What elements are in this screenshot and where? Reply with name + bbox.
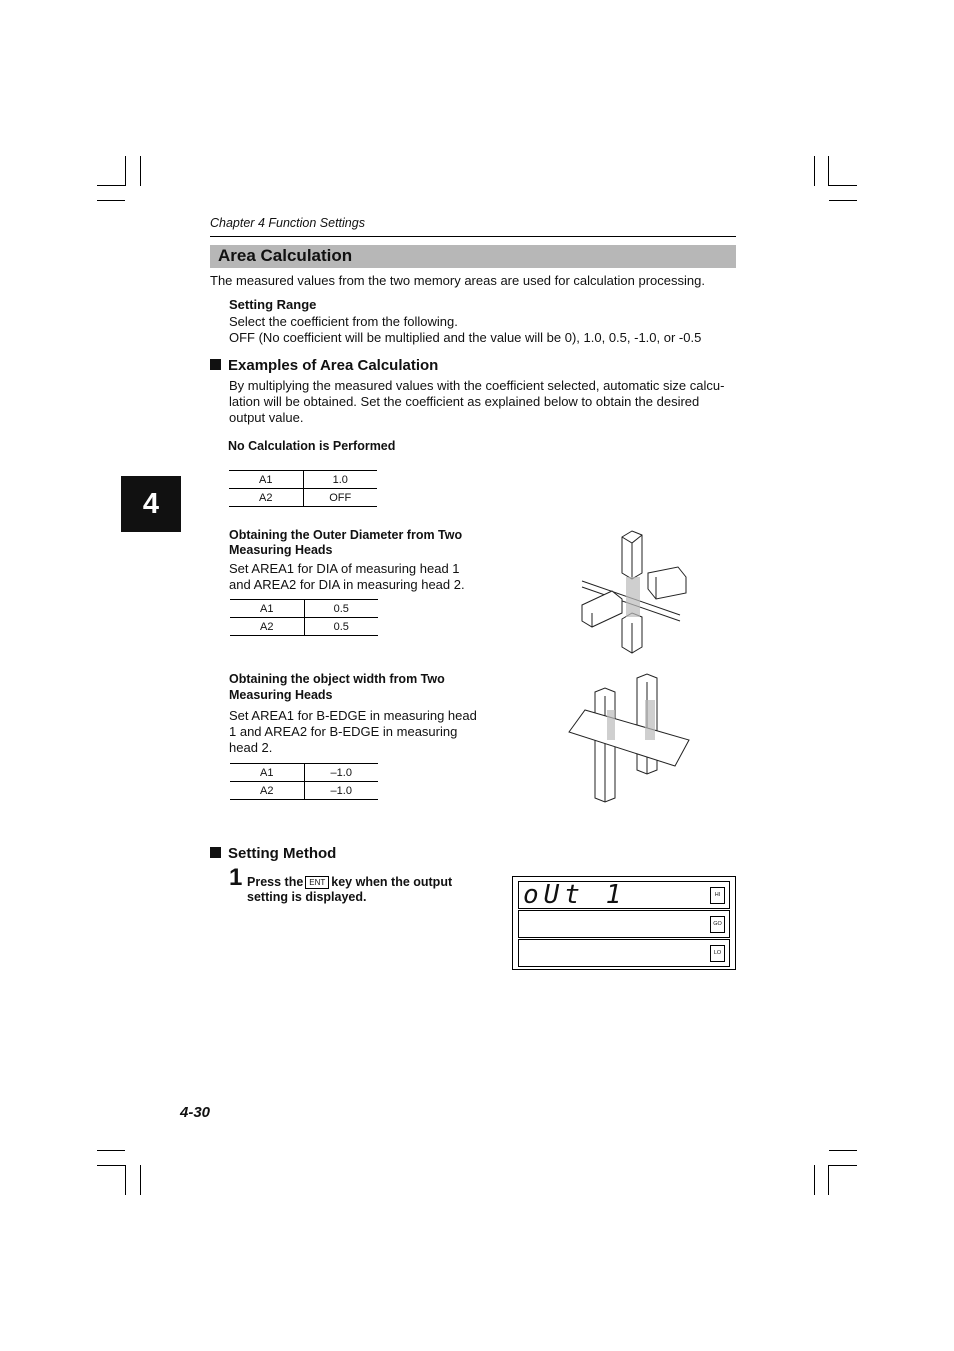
crop-mark (829, 200, 857, 201)
table-row: A2 –1.0 (230, 782, 378, 800)
table-row: A1 0.5 (230, 600, 378, 618)
object-width-heading: Obtaining the object width from Two Measuring Heads (229, 672, 445, 702)
lo-lamp: LO (710, 945, 725, 962)
outer-diameter-illustration (570, 525, 695, 660)
setting-method-heading: Setting Method (210, 845, 336, 862)
table-row: A1 1.0 (229, 471, 377, 489)
header-rule (210, 236, 736, 237)
ent-key-icon: ENT (305, 876, 329, 889)
square-bullet-icon (210, 359, 221, 370)
setting-range-line: Select the coefficient from the following. (229, 314, 458, 329)
outer-diameter-desc: Set AREA1 for DIA of measuring head 1 and AREA2 for DIA in measuring head 2. (229, 561, 465, 592)
crop-mark (97, 185, 125, 186)
outer-diameter-heading: Obtaining the Outer Diameter from Two Measuring Heads (229, 528, 463, 557)
crop-mark (828, 156, 829, 186)
chapter-header: Chapter 4 Function Settings (210, 216, 365, 230)
square-bullet-icon (210, 847, 221, 858)
no-calc-heading: No Calculation is Performed (228, 439, 396, 453)
examples-heading: Examples of Area Calculation (210, 357, 438, 374)
display-panel (512, 876, 736, 970)
crop-mark (814, 156, 815, 186)
setting-range-options: OFF (No coefficient will be multiplied and the value will be 0), 1.0, 0.5, -1.0, or -0.5 (229, 330, 702, 345)
crop-mark (140, 156, 141, 186)
examples-para-1: By multiplying the measured values with the coefficient selected, automatic size calcu- (229, 378, 725, 393)
setting-range-heading: Setting Range (229, 297, 317, 312)
object-width-table (230, 763, 378, 800)
crop-mark (814, 1165, 815, 1195)
no-calc-table (229, 470, 377, 507)
object-width-illustration (565, 670, 695, 805)
crop-mark (125, 156, 126, 186)
step-text: Press the ENT key when the output setting is displayed. (247, 875, 453, 904)
crop-mark (125, 1165, 126, 1195)
crop-mark (140, 1165, 141, 1195)
outer-diameter-table (230, 599, 378, 636)
table-row: A2 OFF (229, 489, 377, 507)
section-title-bar (210, 245, 736, 268)
examples-para-2: lation will be obtained. Set the coefficient as explained below to obtain the desired (229, 394, 700, 409)
chapter-tab: 4 (121, 476, 181, 532)
crop-mark (828, 1165, 829, 1195)
display-readout: oUt 1 (523, 880, 627, 910)
hi-lamp: HI (710, 887, 725, 904)
display-row-lo (518, 939, 730, 967)
section-title: Area Calculation (218, 246, 353, 265)
table-row: A2 0.5 (230, 618, 378, 636)
intro-text: The measured values from the two memory areas are used for calculation processing. (210, 273, 705, 288)
step-number: 1 (229, 864, 243, 891)
crop-mark (829, 1150, 857, 1151)
crop-mark (829, 1165, 857, 1166)
crop-mark (97, 200, 125, 201)
object-width-desc: Set AREA1 for B-EDGE in measuring head 1 and AREA2 for B-EDGE in measuring head 2. (229, 708, 477, 755)
display-row-hi (518, 881, 730, 909)
crop-mark (829, 185, 857, 186)
display-row-go (518, 910, 730, 938)
crop-mark (97, 1150, 125, 1151)
crop-mark (97, 1165, 125, 1166)
examples-para-3: output value. (229, 410, 304, 425)
page-number: 4-30 (180, 1104, 211, 1121)
go-lamp: GO (710, 916, 725, 933)
table-row: A1 –1.0 (230, 764, 378, 782)
